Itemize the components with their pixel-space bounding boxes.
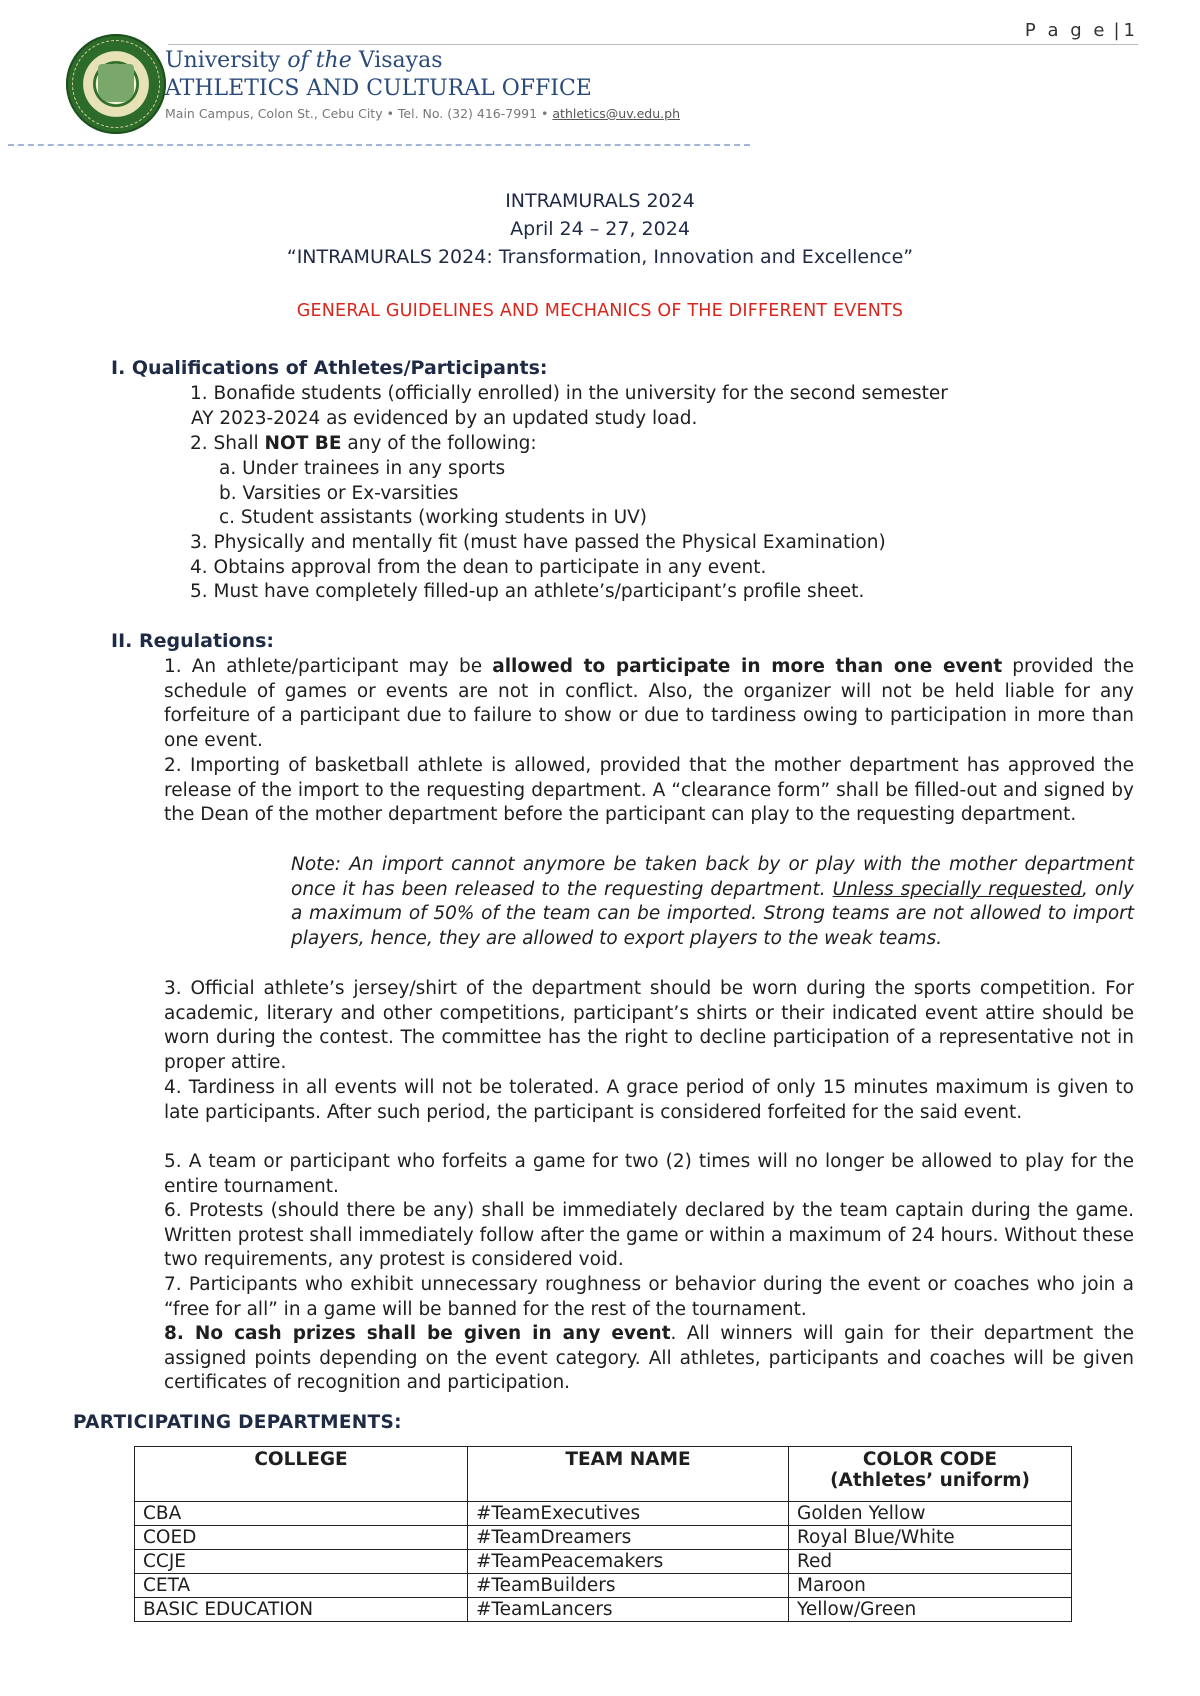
col-header-team: TEAM NAME [468, 1447, 789, 1502]
departments-heading: PARTICIPATING DEPARTMENTS: [73, 1412, 402, 1433]
table-row [135, 1502, 1072, 1526]
cell-team: #TeamLancers [468, 1598, 789, 1622]
sub-list-item: a. Under trainees in any sports [219, 458, 506, 479]
list-item: 5. Must have completely filled-up an athlete’s/participant’s profile sheet. [190, 581, 865, 602]
doc-theme: “INTRAMURALS 2024: Transformation, Innovation and Excellence” [286, 246, 914, 268]
regulation-5: 5. A team or participant who forfeits a game for two (2) times will no longer be allowed to play for the entire tournament. [164, 1151, 1134, 1197]
page-prefix: P a g e [1024, 20, 1108, 41]
note-text: , only a maximum of 50% of the team can be imported. Strong teams are not allowed to import players, hence, they are allowed to export players to the weak teams. [291, 878, 1134, 950]
address-text: Main Campus, Colon St., Cebu City • Tel. No. (32) 416-7991 • [165, 106, 553, 121]
cell-color: Red [789, 1550, 1072, 1574]
doc-title: INTRAMURALS 2024 [505, 190, 695, 212]
list-item: 4. Obtains approval from the dean to participate in any event. [190, 557, 767, 578]
sub-list-item: b. Varsities or Ex-varsities [219, 483, 459, 504]
table-row [135, 1598, 1072, 1622]
university-name-part: Visayas [358, 48, 443, 73]
list-item: 1. Bonafide students (officially enrolled) in the university for the second semester [190, 383, 948, 404]
col-header-color-line1: COLOR CODE [862, 1449, 998, 1470]
cell-color: Maroon [789, 1574, 1072, 1598]
university-name-italic: of the [287, 48, 352, 73]
table-row [135, 1574, 1072, 1598]
regulation-2-note [291, 853, 1134, 952]
cell-college: COED [135, 1526, 468, 1550]
list-item-text: 2. Shall [190, 433, 265, 454]
regulation-2: 2. Importing of basketball athlete is allowed, provided that the mother department has approved the release of the import to the requesting department. A “clearance form” shall be filled-out and signed by the Dean of the mother department before the participant can play to the requesting department. [164, 755, 1134, 826]
list-item-text: any of the following: [341, 433, 537, 454]
col-header-color-line2: (Athletes’ uniform) [830, 1470, 1030, 1491]
departments-table [134, 1446, 1072, 1622]
regulation-4: 4. Tardiness in all events will not be tolerated. A grace period of only 15 minutes maximum is given to late participants. After such period, the participant is considered forfeited for the said event. [164, 1077, 1134, 1123]
cell-color: Yellow/Green [789, 1598, 1072, 1622]
cell-color: Golden Yellow [789, 1502, 1072, 1526]
table-row [135, 1526, 1072, 1550]
section-heading-qualifications: I. Qualifications of Athletes/Participants: [111, 357, 548, 379]
para-text: . All winners will gain for their department the assigned points depending on the event category. All athletes, participants and coaches will be given certificates of recognition and participation. [164, 1323, 1134, 1394]
doc-dates: April 24 – 27, 2024 [510, 218, 690, 240]
section-heading-regulations: II. Regulations: [111, 630, 275, 652]
page-number: 1 [1123, 20, 1138, 41]
seal-emblem [98, 64, 134, 102]
cell-college: CETA [135, 1574, 468, 1598]
office-name: ATHLETICS AND CULTURAL OFFICE [165, 76, 592, 101]
university-seal-logo [66, 34, 166, 134]
cell-college: CCJE [135, 1550, 468, 1574]
para-text: 1. An athlete/participant may be [164, 656, 493, 677]
cell-team: #TeamExecutives [468, 1502, 789, 1526]
university-name-part: University [165, 48, 281, 73]
university-name [165, 48, 443, 73]
cell-college: BASIC EDUCATION [135, 1598, 468, 1622]
page-number-label [1025, 20, 1138, 41]
email-link[interactable]: athletics@uv.edu.ph [552, 106, 680, 121]
regulation-3: 3. Official athlete’s jersey/shirt of the department should be worn during the sports competition. For academic, literary and other competitions, participant’s shirts or their indicated event attire should be worn during the contest. The committee has the right to decline participation of a representative not in proper attire. [164, 978, 1134, 1074]
list-item: 3. Physically and mentally fit (must have passed the Physical Examination) [190, 532, 886, 553]
sub-list-item: c. Student assistants (working students in UV) [219, 507, 647, 528]
cell-color: Royal Blue/White [789, 1526, 1072, 1550]
regulation-7: 7. Participants who exhibit unnecessary roughness or behavior during the event or coaches who join a “free for all” in a game will be banned for the rest of the tournament. [164, 1274, 1134, 1320]
para-text: provided the schedule of games or events are not in conflict. Also, the organizer will not be held liable for any forfeiture of a participant due to failure to show or due to tardiness owing to participation in more than one event. [164, 656, 1134, 752]
cell-college: CBA [135, 1502, 468, 1526]
para-emphasis: allowed to participate in more than one event [492, 656, 1003, 677]
header-dashed-divider [8, 144, 750, 146]
doc-subtitle: GENERAL GUIDELINES AND MECHANICS OF THE DIFFERENT EVENTS [296, 301, 904, 321]
table-row [135, 1550, 1072, 1574]
note-text: Note: An import cannot anymore be taken back by or play with the mother department once it has been released to the requesting department. [291, 854, 1134, 900]
office-address [165, 106, 680, 121]
header-rule [168, 44, 1138, 45]
note-underlined: Unless specially requested [832, 878, 1083, 900]
regulation-8 [164, 1322, 1134, 1396]
cell-team: #TeamDreamers [468, 1526, 789, 1550]
table-header-row [135, 1447, 1072, 1502]
cell-team: #TeamBuilders [468, 1574, 789, 1598]
para-emphasis: 8. No cash prizes shall be given in any event [164, 1323, 671, 1344]
col-header-color [789, 1447, 1072, 1502]
regulation-1 [164, 655, 1134, 754]
col-header-college: COLLEGE [135, 1447, 468, 1502]
regulation-6: 6. Protests (should there be any) shall be immediately declared by the team captain during the game. Written protest shall immediately follow after the game or within a maximum of 24 hours. Without these two requirements, any protest is considered void. [164, 1200, 1134, 1271]
list-item-emphasis: NOT BE [264, 433, 342, 454]
page-separator: | [1113, 20, 1120, 41]
list-item [190, 433, 537, 454]
cell-team: #TeamPeacemakers [468, 1550, 789, 1574]
list-item: AY 2023-2024 as evidenced by an updated study load. [191, 408, 698, 429]
